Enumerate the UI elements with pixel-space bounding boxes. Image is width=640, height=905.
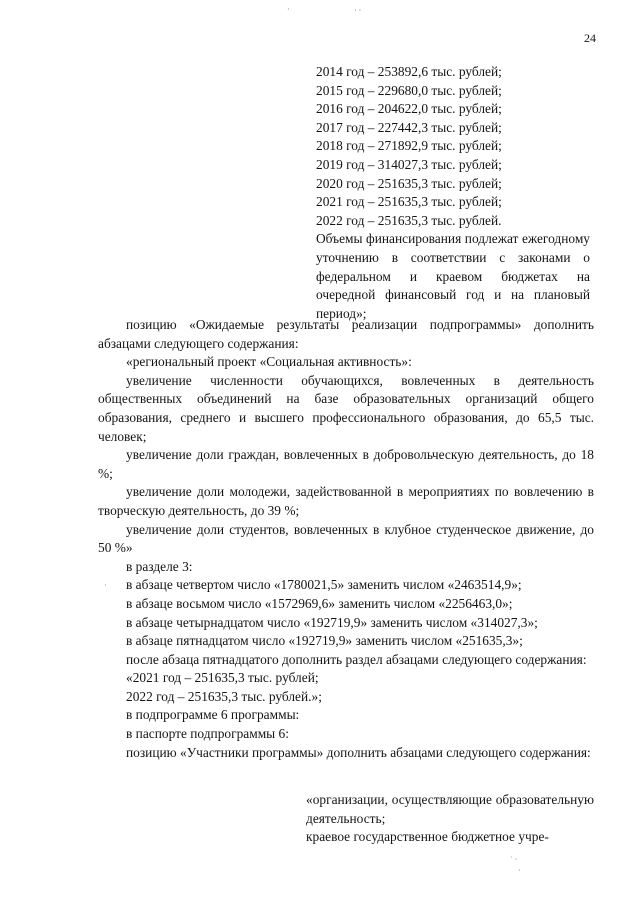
funding-year-2020: 2020 год – 251635,3 тыс. рублей; [316, 175, 502, 191]
paragraph-2022-amount: 2022 год – 251635,3 тыс. рублей.»; [126, 688, 322, 704]
paragraph-subprogram-6: в подпрограмме 6 программы: [126, 707, 300, 723]
scan-speck: · · [354, 6, 362, 15]
participants-block [306, 791, 594, 847]
paragraph-regional-project: «региональный проект «Социальная активность»: [126, 354, 412, 370]
paragraph-abzac-14: в абзаце четырнадцатом число «192719,9» заменить числом «314027,3»; [126, 614, 538, 630]
scan-speck: · [104, 581, 107, 590]
paragraph-participants: позицию «Участники программы» дополнить абзацами следующего содержания: [126, 744, 591, 760]
funding-year-2021: 2021 год – 251635,3 тыс. рублей; [316, 194, 502, 210]
funding-note: Объемы финансирования подлежат ежегодному уточнению в соответствии с законами о федеральном и краевом бюджетах на очередной финансовый год и на плановый период»; [316, 231, 590, 321]
paragraph-expected-results: позицию «Ожидаемые результаты реализации подпрограммы» дополнить абзацами следующего содержания: [98, 317, 594, 351]
paragraph-organizations: «организации, осуществляющие образовательную деятельность; [306, 792, 594, 826]
funding-year-2016: 2016 год – 204622,0 тыс. рублей; [316, 101, 502, 117]
paragraph-passport-6: в паспорте подпрограммы 6: [126, 726, 289, 742]
paragraph-section-3: в разделе 3: [126, 558, 193, 574]
funding-volume-block [316, 63, 590, 323]
main-text [98, 316, 594, 762]
page-number: 24 [584, 31, 596, 45]
funding-year-2017: 2017 год – 227442,3 тыс. рублей; [316, 119, 502, 135]
funding-year-2018: 2018 год – 271892,9 тыс. рублей; [316, 138, 502, 154]
paragraph-youth-creative: увеличение доли молодежи, задействованной в мероприятиях по вовлечению в творческую деятельность, до 39 %; [98, 484, 594, 518]
scan-speck: · [518, 866, 521, 875]
funding-year-2015: 2015 год – 229680,0 тыс. рублей; [316, 82, 502, 98]
paragraph-abzac-15: в абзаце пятнадцатом число «192719,9» заменить числом «251635,3»; [126, 633, 523, 649]
funding-year-2022: 2022 год – 251635,3 тыс. рублей. [316, 212, 502, 228]
funding-year-2014: 2014 год – 253892,6 тыс. рублей; [316, 64, 502, 79]
paragraph-volunteer-share: увеличение доли граждан, вовлеченных в добровольческую деятельность, до 18 %; [98, 447, 594, 481]
paragraph-student-clubs: увеличение доли студентов, вовлеченных в клубное студенческое движение, до 50 %» [98, 521, 594, 556]
paragraph-students-involvement: увеличение численности обучающихся, вовлеченных в деятельность общественных объединений на базе образовательных организаций общего образования, среднего и высшего профессионального образования, до 65,5 тыс. человек; [98, 372, 594, 444]
paragraph-after-abzac-15: после абзаца пятнадцатого дополнить раздел абзацами следующего содержания: [126, 651, 587, 667]
paragraph-2021-amount: «2021 год – 251635,3 тыс. рублей; [126, 670, 319, 686]
paragraph-abzac-4: в абзаце четвертом число «1780021,5» заменить числом «2463514,9»; [126, 577, 522, 593]
paragraph-abzac-8: в абзаце восьмом число «1572969,6» заменить числом «2256463,0»; [126, 595, 513, 611]
paragraph-state-institution: краевое государственное бюджетное учре- [306, 829, 549, 845]
funding-year-2019: 2019 год – 314027,3 тыс. рублей; [316, 156, 502, 172]
scan-speck: · [287, 5, 290, 14]
scan-speck: ˙ · [510, 855, 518, 864]
